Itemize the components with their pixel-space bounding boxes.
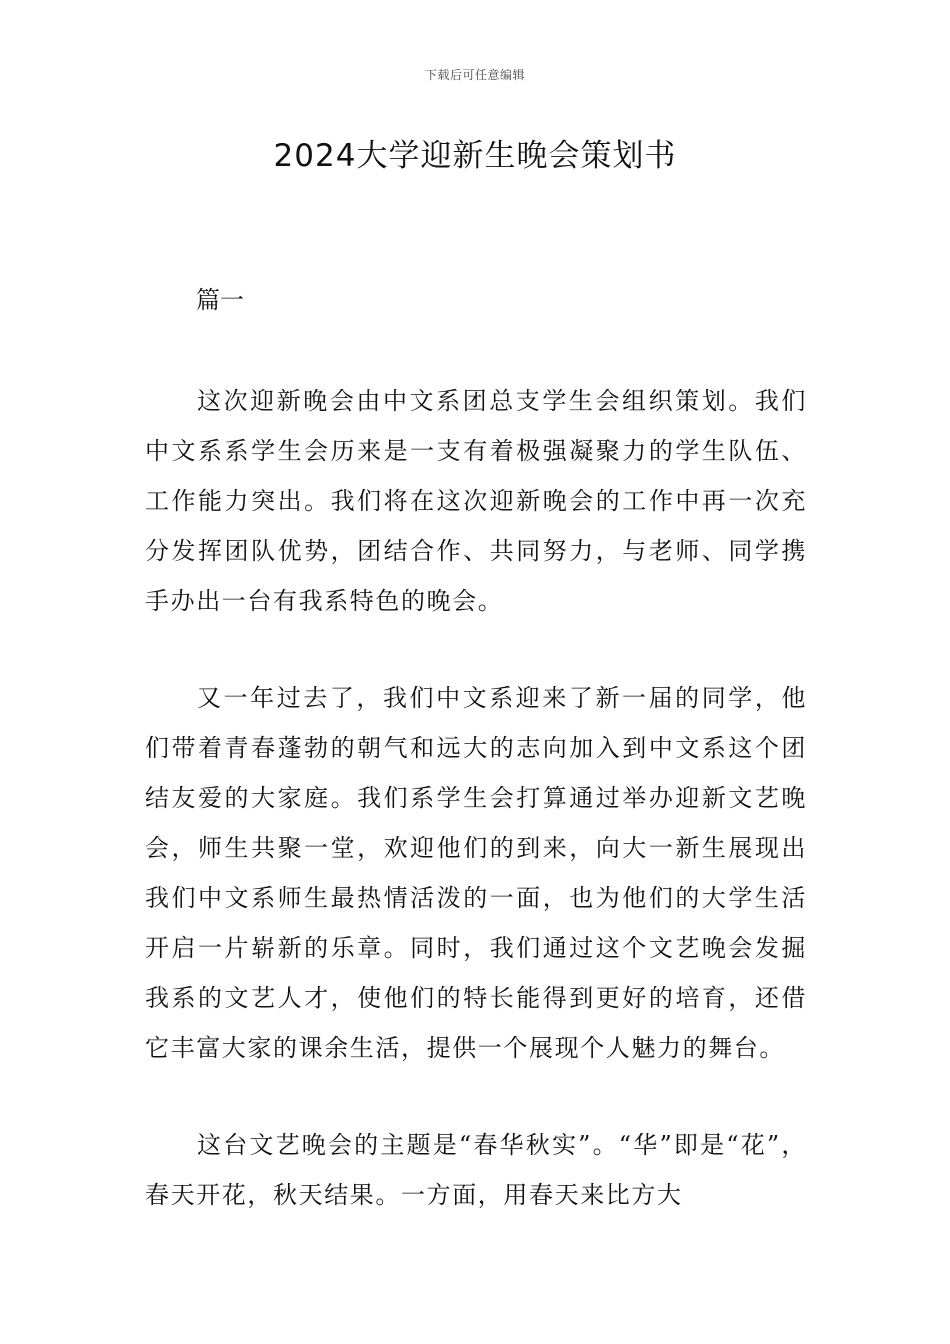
document-title: 2024大学迎新生晚会策划书 bbox=[273, 138, 677, 174]
paragraph: 又一年过去了，我们中文系迎来了新一届的同学，他们带着青春蓬勃的朝气和远大的志向加入到中文系这个团结友爱的大家庭。我们系学生会打算通过举办迎新文艺晚会，师生共聚一堂，欢迎他们的到来，向大一新生展现出我们中文系师生最热情活泼的一面，也为他们的大学生活开启一片崭新的乐章。同时，我们通过这个文艺晚会发掘我系的文艺人才，使他们的特长能得到更好的培育，还借它丰富大家的课余生活，提供一个展现个人魅力的舞台。 bbox=[145, 684, 807, 1062]
section-heading: 篇一 bbox=[196, 286, 244, 314]
paragraph: 这台文艺晚会的主题是“春华秋实”。“华”即是“花”，春天开花，秋天结果。一方面，用春天来比方大 bbox=[145, 1131, 807, 1209]
header-note: 下载后可任意编辑 bbox=[424, 68, 525, 82]
paragraph: 这次迎新晚会由中文系团总支学生会组织策划。我们中文系系学生会历来是一支有着极强凝聚力的学生队伍、工作能力突出。我们将在这次迎新晚会的工作中再一次充分发挥团队优势，团结合作、共同努力，与老师、同学携手办出一台有我系特色的晚会。 bbox=[145, 387, 807, 615]
